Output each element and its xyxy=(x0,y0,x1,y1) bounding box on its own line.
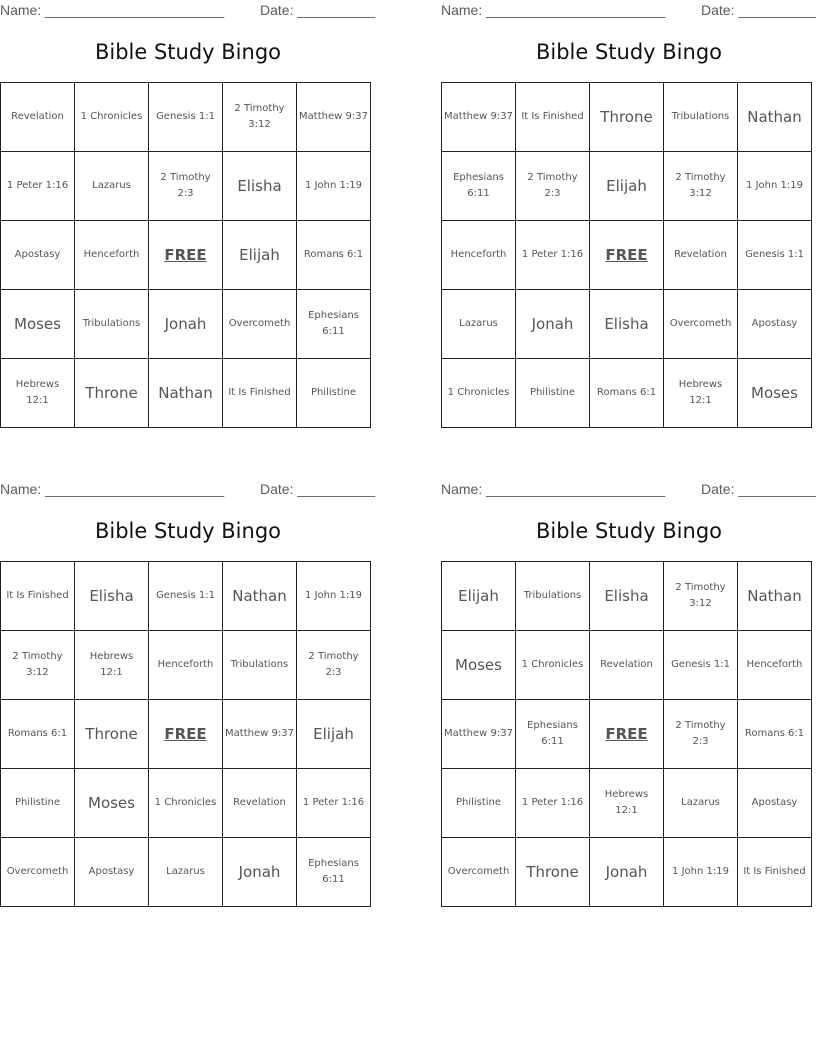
bingo-cell[interactable]: Apostasy xyxy=(738,769,812,838)
bingo-cell[interactable]: Elijah xyxy=(442,562,516,631)
bingo-row xyxy=(442,700,812,769)
bingo-cell[interactable]: Elisha xyxy=(75,562,149,631)
bingo-cell[interactable]: Tribulations xyxy=(75,290,149,359)
bingo-cell[interactable]: 2 Timothy 3:12 xyxy=(223,83,297,152)
free-space[interactable]: FREE xyxy=(149,221,223,290)
bingo-cell[interactable]: Elisha xyxy=(590,562,664,631)
bingo-cell[interactable]: Henceforth xyxy=(442,221,516,290)
bingo-cell[interactable]: Genesis 1:1 xyxy=(149,83,223,152)
bingo-row xyxy=(1,359,371,428)
bingo-cell[interactable]: Genesis 1:1 xyxy=(149,562,223,631)
card-title: Bible Study Bingo xyxy=(535,40,723,64)
bingo-row xyxy=(1,562,371,631)
bingo-cell[interactable]: 1 John 1:19 xyxy=(297,562,371,631)
bingo-cell[interactable]: It Is Finished xyxy=(738,838,812,907)
bingo-cell[interactable]: Romans 6:1 xyxy=(590,359,664,428)
card-title: Bible Study Bingo xyxy=(94,519,282,543)
bingo-cell[interactable]: 2 Timothy 2:3 xyxy=(516,152,590,221)
bingo-row xyxy=(442,562,812,631)
bingo-cell[interactable]: Hebrews 12:1 xyxy=(664,359,738,428)
bingo-row xyxy=(442,290,812,359)
bingo-row xyxy=(442,83,812,152)
bingo-row xyxy=(1,152,371,221)
bingo-row xyxy=(1,221,371,290)
bingo-cell[interactable]: Nathan xyxy=(738,83,812,152)
bingo-cell[interactable]: Moses xyxy=(442,631,516,700)
bingo-cell[interactable]: Lazarus xyxy=(442,290,516,359)
bingo-cell[interactable]: 1 John 1:19 xyxy=(664,838,738,907)
bingo-cell[interactable]: Elijah xyxy=(297,700,371,769)
bingo-cell[interactable]: Nathan xyxy=(149,359,223,428)
bingo-row xyxy=(1,290,371,359)
date-field[interactable]: Date: __________ xyxy=(701,2,816,18)
bingo-cell[interactable]: It Is Finished xyxy=(1,562,75,631)
card-header xyxy=(441,0,816,20)
bingo-cell[interactable]: Philistine xyxy=(297,359,371,428)
card-header xyxy=(0,0,376,20)
bingo-cell[interactable]: 2 Timothy 3:12 xyxy=(664,562,738,631)
card-title: Bible Study Bingo xyxy=(535,519,723,543)
bingo-cell[interactable]: Henceforth xyxy=(75,221,149,290)
bingo-cell[interactable]: Lazarus xyxy=(664,769,738,838)
bingo-cell[interactable]: Genesis 1:1 xyxy=(738,221,812,290)
bingo-cell[interactable]: Apostasy xyxy=(738,290,812,359)
bingo-cell[interactable]: Apostasy xyxy=(75,838,149,907)
bingo-cell[interactable]: Elisha xyxy=(590,290,664,359)
bingo-cell[interactable]: Jonah xyxy=(149,290,223,359)
bingo-grid xyxy=(441,561,812,907)
bingo-cell[interactable]: Overcometh xyxy=(664,290,738,359)
bingo-cell[interactable]: Jonah xyxy=(590,838,664,907)
bingo-cell[interactable]: Ephesians 6:11 xyxy=(297,290,371,359)
bingo-cell[interactable]: Philistine xyxy=(1,769,75,838)
bingo-cell[interactable]: 1 Peter 1:16 xyxy=(516,221,590,290)
bingo-cell[interactable]: 2 Timothy 2:3 xyxy=(297,631,371,700)
free-space[interactable]: FREE xyxy=(590,221,664,290)
card-header xyxy=(0,479,376,499)
bingo-row xyxy=(1,83,371,152)
bingo-cell[interactable]: Overcometh xyxy=(223,290,297,359)
bingo-cell[interactable]: 1 John 1:19 xyxy=(297,152,371,221)
bingo-row xyxy=(442,838,812,907)
bingo-cell[interactable]: Apostasy xyxy=(1,221,75,290)
bingo-cell[interactable]: Nathan xyxy=(223,562,297,631)
bingo-row xyxy=(1,631,371,700)
bingo-cell[interactable]: Lazarus xyxy=(149,838,223,907)
bingo-cell[interactable]: 1 Chronicles xyxy=(75,83,149,152)
bingo-cell[interactable]: Revelation xyxy=(223,769,297,838)
bingo-cell[interactable]: 1 Chronicles xyxy=(442,359,516,428)
bingo-cell[interactable]: 2 Timothy 2:3 xyxy=(149,152,223,221)
bingo-cell[interactable]: Matthew 9:37 xyxy=(442,700,516,769)
name-field[interactable]: Name: _______________________ xyxy=(441,2,666,18)
bingo-cell[interactable]: Henceforth xyxy=(149,631,223,700)
bingo-row xyxy=(442,221,812,290)
bingo-cell[interactable]: Throne xyxy=(516,838,590,907)
bingo-cell[interactable]: Jonah xyxy=(516,290,590,359)
bingo-grid xyxy=(0,82,371,428)
bingo-cell[interactable]: Ephesians 6:11 xyxy=(442,152,516,221)
date-field[interactable]: Date: __________ xyxy=(260,481,376,497)
bingo-cell[interactable]: Matthew 9:37 xyxy=(297,83,371,152)
bingo-cell[interactable]: 1 Chronicles xyxy=(516,631,590,700)
bingo-grid xyxy=(0,561,371,907)
name-field[interactable]: Name: _______________________ xyxy=(0,2,225,18)
bingo-cell[interactable]: It Is Finished xyxy=(223,359,297,428)
bingo-row xyxy=(442,359,812,428)
bingo-cell[interactable]: Matthew 9:37 xyxy=(442,83,516,152)
bingo-grid xyxy=(441,82,812,428)
bingo-cell[interactable]: Overcometh xyxy=(442,838,516,907)
bingo-cell[interactable]: Ephesians 6:11 xyxy=(297,838,371,907)
bingo-cell[interactable]: 1 Peter 1:16 xyxy=(1,152,75,221)
bingo-row xyxy=(442,631,812,700)
bingo-cell[interactable]: Genesis 1:1 xyxy=(664,631,738,700)
name-field[interactable]: Name: _______________________ xyxy=(441,481,666,497)
bingo-cell[interactable]: 2 Timothy 2:3 xyxy=(664,700,738,769)
bingo-cell[interactable]: Throne xyxy=(75,700,149,769)
bingo-cell[interactable]: Hebrews 12:1 xyxy=(1,359,75,428)
bingo-cell[interactable]: Revelation xyxy=(590,631,664,700)
bingo-cell[interactable]: Henceforth xyxy=(738,631,812,700)
bingo-cell[interactable]: Tribulations xyxy=(664,83,738,152)
bingo-row xyxy=(442,152,812,221)
bingo-cell[interactable]: 2 Timothy 3:12 xyxy=(1,631,75,700)
bingo-cell[interactable]: Revelation xyxy=(1,83,75,152)
bingo-row xyxy=(442,769,812,838)
bingo-cell[interactable]: Romans 6:1 xyxy=(1,700,75,769)
bingo-cell[interactable]: Philistine xyxy=(516,359,590,428)
bingo-cell[interactable]: 1 Peter 1:16 xyxy=(297,769,371,838)
card-title: Bible Study Bingo xyxy=(94,40,282,64)
bingo-row xyxy=(1,838,371,907)
bingo-cell[interactable]: Tribulations xyxy=(516,562,590,631)
bingo-row xyxy=(1,700,371,769)
bingo-cell[interactable]: 1 John 1:19 xyxy=(738,152,812,221)
bingo-cell[interactable]: Jonah xyxy=(223,838,297,907)
free-space[interactable]: FREE xyxy=(590,700,664,769)
bingo-cell[interactable]: Lazarus xyxy=(75,152,149,221)
bingo-cell[interactable]: Moses xyxy=(738,359,812,428)
bingo-cell[interactable]: Ephesians 6:11 xyxy=(516,700,590,769)
bingo-cell[interactable]: Throne xyxy=(590,83,664,152)
bingo-cell[interactable]: Hebrews 12:1 xyxy=(590,769,664,838)
bingo-cell[interactable]: 1 Peter 1:16 xyxy=(516,769,590,838)
bingo-cell[interactable]: 1 Chronicles xyxy=(149,769,223,838)
bingo-cell[interactable]: Nathan xyxy=(738,562,812,631)
bingo-cell[interactable]: Matthew 9:37 xyxy=(223,700,297,769)
bingo-cell[interactable]: Elijah xyxy=(223,221,297,290)
bingo-cell[interactable]: Elijah xyxy=(590,152,664,221)
bingo-cell[interactable]: Overcometh xyxy=(1,838,75,907)
bingo-cell[interactable]: Hebrews 12:1 xyxy=(75,631,149,700)
date-field[interactable]: Date: __________ xyxy=(260,2,376,18)
bingo-cell[interactable]: Elisha xyxy=(223,152,297,221)
bingo-row xyxy=(1,769,371,838)
bingo-cell[interactable]: It Is Finished xyxy=(516,83,590,152)
date-field[interactable]: Date: __________ xyxy=(701,481,816,497)
bingo-cell[interactable]: Philistine xyxy=(442,769,516,838)
free-space[interactable]: FREE xyxy=(149,700,223,769)
bingo-cell[interactable]: 2 Timothy 3:12 xyxy=(664,152,738,221)
name-field[interactable]: Name: _______________________ xyxy=(0,481,225,497)
bingo-cell[interactable]: Moses xyxy=(75,769,149,838)
bingo-cell[interactable]: Revelation xyxy=(664,221,738,290)
bingo-cell[interactable]: Romans 6:1 xyxy=(738,700,812,769)
bingo-cell[interactable]: Throne xyxy=(75,359,149,428)
bingo-cell[interactable]: Romans 6:1 xyxy=(297,221,371,290)
bingo-cell[interactable]: Tribulations xyxy=(223,631,297,700)
card-header xyxy=(441,479,816,499)
bingo-cell[interactable]: Moses xyxy=(1,290,75,359)
